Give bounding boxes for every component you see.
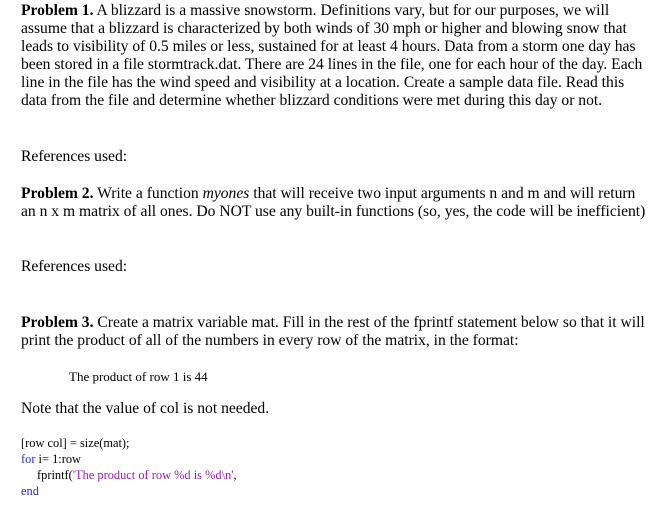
problem-2-label: Problem 2. bbox=[21, 185, 94, 202]
problem-3-note: Note that the value of col is not needed. bbox=[21, 400, 270, 417]
problem-2-paragraph bbox=[21, 185, 649, 221]
code-line-3 bbox=[37, 467, 237, 483]
problem-3-paragraph bbox=[21, 314, 649, 350]
sample-output: The product of row 1 is 44 bbox=[69, 369, 208, 384]
code-line-1: [row col] = size(mat); bbox=[21, 436, 130, 450]
problem-3-label: Problem 3. bbox=[21, 314, 94, 331]
code-keyword-end: end bbox=[21, 484, 39, 498]
problem-1-paragraph bbox=[21, 2, 649, 110]
code-line-3-end: , bbox=[233, 468, 237, 482]
code-format-string: 'The product of row %d is %d\n' bbox=[72, 468, 234, 482]
problem-1-label: Problem 1. bbox=[21, 2, 94, 19]
code-fprintf-call: fprintf( bbox=[37, 468, 73, 482]
problem-1-text: A blizzard is a massive snowstorm. Definitions vary, but for our purposes, we will assume that a blizzard is characterized by both winds of 30 mph or higher and blowing snow that leads to visibility of 0.5 miles or less, sustained for at least 4 hours. Data from a storm one day has been stored in a file stormtrack.dat. There are 24 lines in the file, one for each hour of the day. Each line in the file has the wind speed and visibility at a location. Create a sample data file. Read this data from the file and determine whether blizzard conditions were met during this day or not. bbox=[21, 2, 643, 109]
code-keyword-for: for bbox=[21, 452, 36, 466]
problem-2-text-before: Write a function bbox=[97, 185, 203, 202]
references-used-1: References used: bbox=[21, 148, 128, 165]
references-used-2: References used: bbox=[21, 258, 128, 275]
problem-3-text: Create a matrix variable mat. Fill in the rest of the fprintf statement below so that it will print the product of all of the numbers in every row of the matrix, in the format: bbox=[21, 314, 645, 349]
problem-2-function-name: myones bbox=[202, 185, 250, 202]
problem-2-text-after: that will receive two input arguments n and m and will return an n x m matrix of all ones. Do NOT use any built-in functions (so, yes, the code will be inefficient) bbox=[21, 185, 646, 220]
code-line-2 bbox=[21, 451, 81, 467]
code-for-range: i= 1:row bbox=[35, 452, 81, 466]
